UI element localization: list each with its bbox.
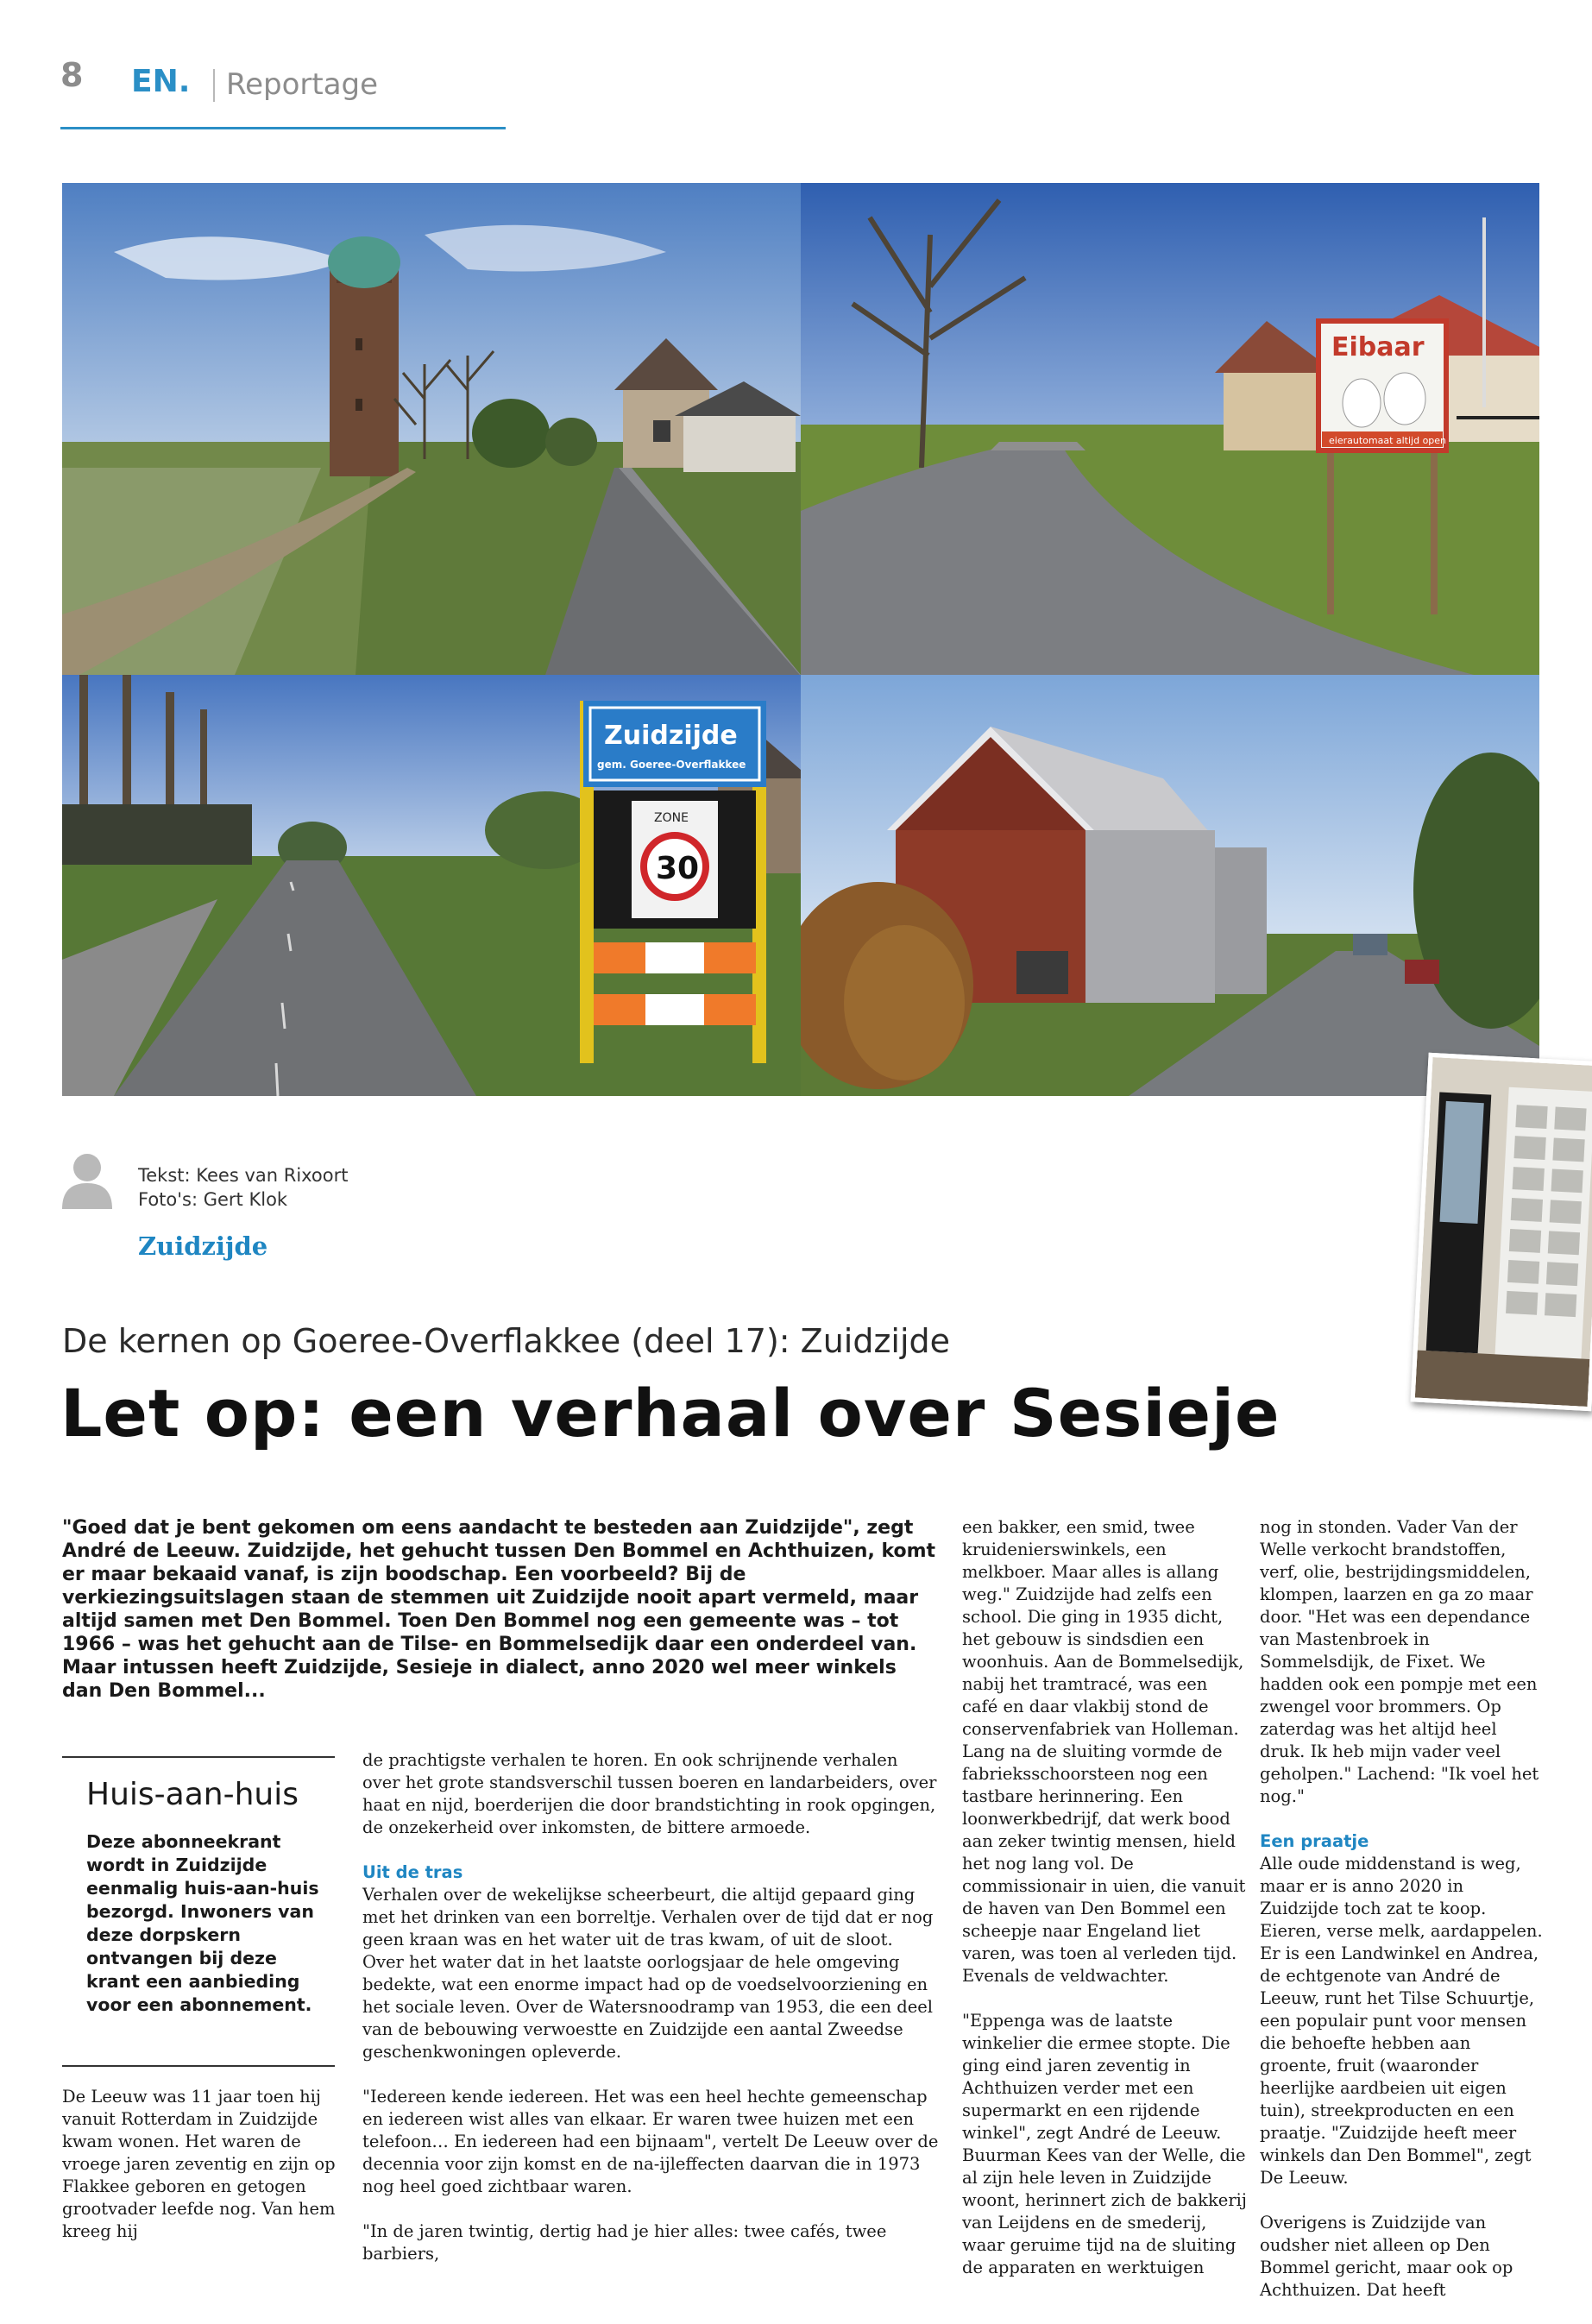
paragraph: "Eppenga was de laatste winkelier die ermee stopte. Die ging eind jaren zeventig in Achthuizen verder met een supermarkt en een rijdende winkel", zegt André de Leeuw. Buurman Kees van der Welle, die al zijn hele leven in Zuidzijde woont, herinnert zich de bakkerij van Leijdens en de smederij, waar geruime tijd na de sluiting de apparaten en werktuigen — [962, 2011, 1247, 2277]
article-headline: Let op: een verhaal over Sesieje — [60, 1375, 1281, 1452]
paragraph: Alle oude middenstand is weg, maar er is anno 2020 in Zuidzijde toch zat te koop. Eieren, verse melk, aardappelen. Er is een Landwinkel en Andrea, de echtgenote van André de Leeuw, runt het Tilse Schuurtje, een populair punt voor mensen die behoefte hebben aan groente, fruit (waaronder heerlijke aardbeien uit eigen tuin), streekproducten en een praatje. "Zuidzijde heeft meer winkels dan Den Bommel", zegt De Leeuw. — [1260, 1854, 1543, 2188]
paragraph: De Leeuw was 11 jaar toen hij vanuit Rotterdam in Zuidzijde kwam wonen. Het waren de vroege jaren zeventig en zijn op Flakkee geboren en getogen grootvader leefde nog. Van hem kreeg hij — [62, 2087, 336, 2241]
subheading-uit-de-tras: Uit de tras — [362, 1862, 463, 1882]
credit-text: Tekst: Kees van Rixoort — [138, 1165, 349, 1186]
paragraph: een bakker, een smid, twee kruidenierswinkels, een melkboer. Maar alles is allang weg." Zuidzijde had zelfs een school. Die ging in 1935 dicht, het gebouw is sindsdien een woonhuis. Aan de Bommelsedijk, nabij het tramtracé, was een café en daar vlakbij stond de conservenfabriek van Holleman. Lang na de sluiting vormde de fabrieksschoorsteen nog een tastbare herinnering. Een loonwerkbedrijf, dat werk bood aan zeker twintig mensen, hield het nog lang vol. De commissionair in uien, die vanuit de haven van Den Bommel een scheepje naar Engeland liet varen, was toen al verleden tijd. Evenals de veldwachter. — [962, 1517, 1246, 1986]
sidebar-bottom-rule — [62, 2065, 335, 2067]
town-sign-name: Zuidzijde — [604, 721, 738, 751]
paragraph: de prachtigste verhalen te horen. En ook schrijnende verhalen over het grote standsverschil tussen boeren en landarbeiders, over haat en nijd, boerderijen die door brandstichting in rook opgingen, de onzekerheid over inkomsten, de bittere armoede. — [362, 1750, 937, 1837]
subheading-een-praatje: Een praatje — [1260, 1831, 1369, 1851]
speed-sign-number: 30 — [656, 851, 700, 886]
sidebar-top-rule — [62, 1756, 335, 1758]
logo-text: EN. — [131, 66, 191, 95]
section-label: Reportage — [226, 67, 379, 102]
eibaar-sign-subtext: eierautomaat altijd open — [1329, 435, 1447, 446]
town-sign-municipality: gem. Goeree-Overflakkee — [597, 759, 746, 771]
article-intro: "Goed dat je bent gekomen om eens aandacht te besteden aan Zuidzijde", zegt André de Leeuw. Zuidzijde, het gehucht tussen Den Bommel en Achthuizen, komt er maar bekaaid vanaf, is zijn boodschap. Een voorbeeld? Bij de verkiezingsuitslagen staan de stemmen uit Zuidzijde nooit apart vermeld, maar altijd samen met Den Bommel. Toen Den Bommel nog een gemeente was – tot 1966 – was het gehucht aan de Tilse- en Bommelsedijk daar een onderdeel van. Maar intussen heeft Zuidzijde, Sesieje in dialect, anno 2020 wel meer winkels dan Den Bommel... — [62, 1517, 936, 1702]
photo-inset-interior — [1411, 1053, 1592, 1411]
eibaar-sign-text: Eibaar — [1331, 332, 1425, 362]
paragraph: "Iedereen kende iedereen. Het was een heel hechte gemeenschap en iedereen wist alles van elkaar. Er waren twee huizen met een telefoon… En iedereen had een bijnaam", vertelt De Leeuw over de decennia voor zijn komst en de na-ijleffecten daarvan die in 1973 nog heel goed zichtbaar waren. — [362, 2087, 939, 2196]
en-logo — [131, 66, 198, 95]
photo-town-sign — [62, 675, 801, 1096]
article-column-3 — [962, 1516, 1247, 2302]
article-column-2 — [362, 1749, 939, 2288]
sidebar-text: Deze abonneekrant wordt in Zuidzijde eenmalig huis-aan-huis bezorgd. Inwoners van deze dorpskern ontvangen bij deze krant een aanbieding voor een abonnement. — [86, 1831, 319, 2015]
article-kicker: De kernen op Goeree-Overflakkee (deel 17): Zuidzijde — [62, 1322, 951, 1360]
zone-sign-text: ZONE — [654, 811, 689, 825]
article-column-4 — [1260, 1516, 1545, 2324]
article-column-1 — [62, 2086, 337, 2265]
author-avatar-icon — [62, 1152, 112, 1209]
paragraph: "In de jaren twintig, dertig had je hier alles: twee cafés, twee barbiers, — [362, 2221, 887, 2264]
header-rule — [60, 127, 506, 129]
paragraph: Overigens is Zuidzijde van oudsher niet alleen op Den Bommel gericht, maar ook op Achthuizen. Dat heeft — [1260, 2213, 1513, 2300]
photo-water-tower — [62, 183, 801, 675]
credit-photos: Foto's: Gert Klok — [138, 1189, 288, 1210]
page-number: 8 — [60, 56, 84, 94]
paragraph: nog in stonden. Vader Van der Welle verkocht brandstoffen, verf, olie, bestrijdingsmiddelen, klompen, laarzen en ga zo maar door. "Het was een dependance van Mastenbroek in Sommelsdijk, de Fixet. We hadden ook een pompje met een zwengel voor brommers. Op zaterdag was het altijd heel druk. Ik heb mijn vader veel geholpen." Lachend: "Ik voel het nog." — [1260, 1517, 1539, 1806]
place-tag: Zuidzijde — [138, 1231, 268, 1261]
photo-eibaar — [801, 183, 1539, 675]
header-separator — [213, 69, 215, 102]
paragraph: Verhalen over de wekelijkse scheerbeurt, die altijd gepaard ging met het drinken van een borreltje. Verhalen over de tijd dat er nog geen kraan was en het water uit de tras kwam, of uit de sloot. Over het water dat in het laatste oorlogsjaar de hele omgeving bedekte, wat een enorme impact had op de voedselvoorziening en het sociale leven. Over de Watersnoodramp van 1953, die een deel van de bebouwing verwoestte en Zuidzijde een aantal Zweedse geschenkwoningen opleverde. — [362, 1885, 934, 2062]
sidebar-title: Huis-aan-huis — [86, 1777, 299, 1812]
photo-modern-houses — [801, 675, 1539, 1096]
